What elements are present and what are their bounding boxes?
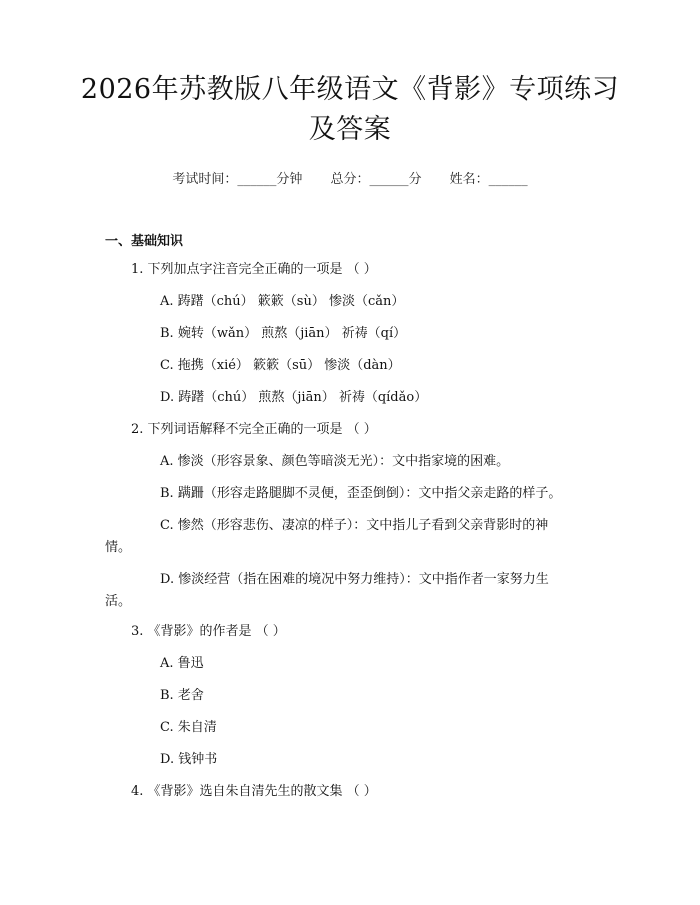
- question-2-option-c: C. 惨然（形容悲伤、凄凉的样子）：文中指儿子看到父亲背影时的神: [160, 518, 549, 533]
- question-2-option-d-continued: 活。: [105, 594, 132, 609]
- document-title: [60, 70, 640, 150]
- exam-meta: [0, 168, 700, 187]
- question-3-stem: 3. 《背影》的作者是 （ ）: [131, 624, 286, 639]
- question-3-option-c: C. 朱自清: [160, 720, 217, 735]
- question-3-option-b: B. 老舍: [160, 688, 204, 703]
- question-2-stem: 2. 下列词语解释不完全正确的一项是 （ ）: [131, 422, 377, 437]
- exam-time: 考试时间：______分钟: [172, 172, 303, 187]
- question-1-option-a: A. 踌躇（chú） 簌簌（sù） 惨淡（cǎn）: [160, 294, 405, 309]
- question-4-stem: 4. 《背影》选自朱自清先生的散文集 （ ）: [131, 784, 377, 799]
- exam-name: 姓名：______: [449, 172, 528, 187]
- title-line-2: 及答案: [308, 114, 392, 145]
- exam-score: 总分：______分: [330, 172, 422, 187]
- question-2-option-d: D. 惨淡经营（指在困难的境况中努力维持）：文中指作者一家努力生: [160, 572, 549, 587]
- question-1-option-b: B. 婉转（wǎn） 煎熬（jiān） 祈祷（qí）: [160, 326, 407, 341]
- question-2-option-c-continued: 情。: [105, 540, 132, 555]
- title-line-1: 2026年苏教版八年级语文《背影》专项练习: [80, 74, 620, 105]
- question-2-option-b: B. 蹒跚（形容走路腿脚不灵便，歪歪倒倒）：文中指父亲走路的样子。: [160, 486, 562, 501]
- question-3-option-d: D. 钱钟书: [160, 752, 218, 767]
- question-3-option-a: A. 鲁迅: [160, 656, 204, 671]
- section-heading: 一、基础知识: [105, 234, 184, 249]
- question-1-stem: 1. 下列加点字注音完全正确的一项是 （ ）: [131, 262, 377, 277]
- question-2-option-a: A. 惨淡（形容景象、颜色等暗淡无光）：文中指家境的困难。: [160, 454, 510, 469]
- question-1-option-d: D. 踌躇（chú） 煎熬（jiān） 祈祷（qídǎo）: [160, 390, 428, 405]
- question-1-option-c: C. 拖携（xié） 簌簌（sū） 惨淡（dàn）: [160, 358, 401, 373]
